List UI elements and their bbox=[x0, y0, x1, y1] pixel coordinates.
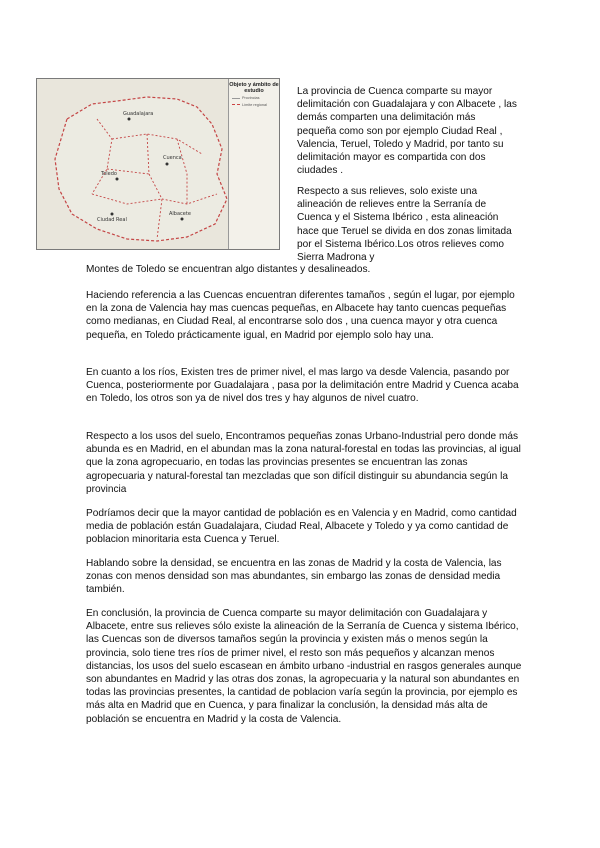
map-label-toledo: Toledo bbox=[101, 171, 117, 177]
region-map-figure bbox=[36, 78, 280, 250]
paragraph-usos-suelo: Respecto a los usos del suelo, Encontramos pequeñas zonas Urbano-Industrial pero donde más abunda es en Madrid, en el abundan mas la zona natural-forestal en todas las provincias, al igual que la zona agropecuario, en todas las provincias presentes se encuentran las zonas agropecuaria y natural-forestal tan mezcladas que son difícil distinguir su abundancia según la provincia bbox=[86, 431, 521, 495]
paragraph-poblacion: Podríamos decir que la mayor cantidad de población es en Valencia y en Madrid, como cantidad media de población están Guadalajara, Ciudad Real, Albacete y Toledo y ya como cantidad de poblacion minoritaria esta Cuenca y Teruel. bbox=[86, 508, 517, 546]
map-legend bbox=[228, 79, 279, 249]
map-label-albacete: Albacete bbox=[169, 211, 191, 217]
map-label-cuenca: Cuenca bbox=[163, 155, 182, 161]
paragraph-cuencas: Haciendo referencia a las Cuencas encuentran diferentes tamaños , según el lugar, por ejemplo en la zona de Valencia hay mas cuencas pequeñas, en Albacete hay tanto cuencas pequeñas como medianas, en Ciudad Real, al encontrarse solo dos , una cuenca mayor y otra cuenca pequeña, en Toledo prácticamente igual, en Madrid por ejemplo solo hay una. bbox=[86, 290, 515, 341]
map-legend-row bbox=[232, 103, 276, 108]
paragraph-intro: La provincia de Cuenca comparte su mayor delimitación con Guadalajara y con Albacete , las demás comparten una delimitación más pequeña como son por ejemplo Ciudad Real , Valencia, Teruel, Toledo y Madrid, por tanto su delimitación mayor es compartida con dos ciudades . bbox=[297, 86, 517, 177]
paragraph-relieves: Respecto a sus relieves, solo existe una alineación de relieves entre la Serranía de Cuenca y el Sistema Ibérico , esta alineación hace que Teruel se divida en dos zonas limitada por el Sistema Ibérico.Los otros relieves como Sierra Madrona y bbox=[297, 186, 512, 264]
map-label-ciudad-real: Ciudad Real bbox=[97, 217, 127, 223]
paragraph-conclusion: En conclusión, la provincia de Cuenca comparte su mayor delimitación con Guadalajara y Albacete, entre sus relieves sólo existe la alineación de la Serranía de Cuenca y sistema Ibérico, las Cuencas son de diversos tamaños según la provincia y existen más o menos según la provincia, solo tiene tres ríos de primer nivel, el resto son más pequeños y alcanzan menos distancias, los usos del suelo escasean en ámbito urbano -industrial en rasgos generales aunque son abundantes en Madrid y las otras dos zonas, la agropecuaria y la natural son abundantes en todas las provincias presentes, la cantidad de poblacion varía según la provincia, por ejemplo es más alta en Madrid que en Cuenca, y para finalizar la conclusión, la densidad más alta de población se encuentra en Madrid y la costa de Valencia. bbox=[86, 608, 522, 725]
paragraph-densidad: Hablando sobre la densidad, se encuentra en las zonas de Madrid y la costa de Valencia, las zonas con menos densidad son mas abundantes, sin embargo las zonas de densidad media también. bbox=[86, 558, 502, 596]
legend-item-label: Provincias bbox=[242, 96, 260, 100]
map-legend-title: Objeto y ámbito de estudio bbox=[229, 82, 279, 94]
map-label-guadalajara: Guadalajara bbox=[123, 111, 154, 117]
legend-swatch-icon bbox=[232, 104, 240, 105]
legend-swatch-icon bbox=[232, 98, 240, 99]
paragraph-rios: En cuanto a los ríos, Existen tres de primer nivel, el mas largo va desde Valencia, pasando por Cuenca, posteriormente por Guadalajara , pasa por la delimitación entre Madrid y Cuenca acaba en Toledo, los otros son ya de nivel dos tres y hay algunos de nivel cuatro. bbox=[86, 367, 519, 405]
paragraph-relieves-continued: Montes de Toledo se encuentran algo distantes y desalineados. bbox=[86, 264, 371, 275]
legend-item-label: Límite regional bbox=[242, 102, 267, 107]
map-legend-row bbox=[232, 96, 276, 101]
